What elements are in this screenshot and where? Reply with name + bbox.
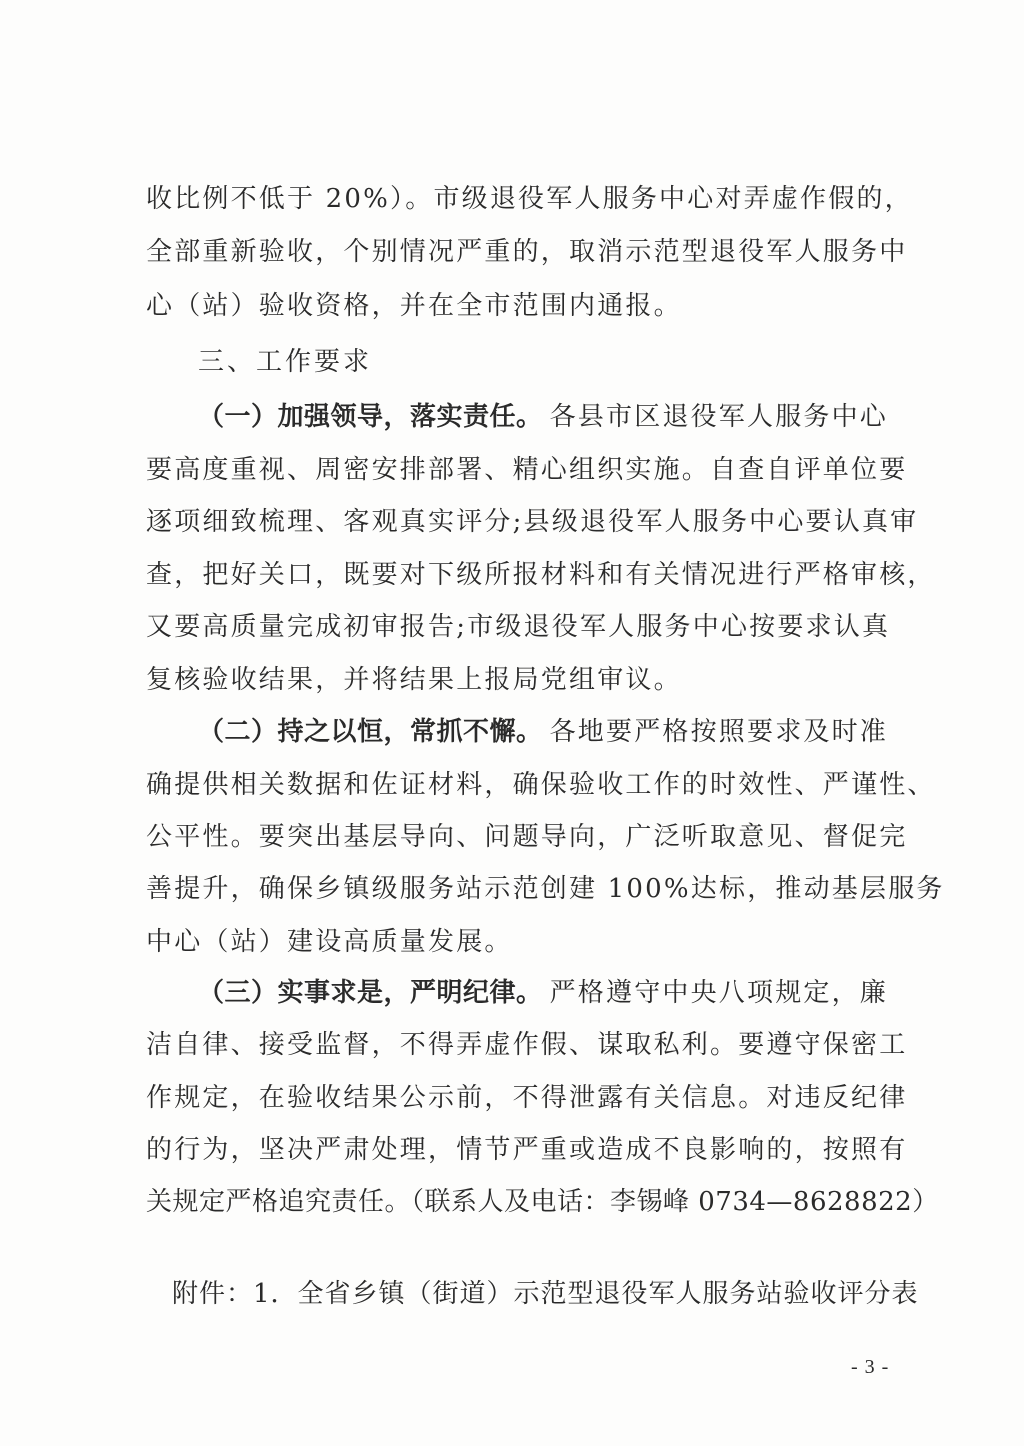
body-text-line: 全部重新验收，个别情况严重的，取消示范型退役军人服务中 (146, 237, 908, 267)
item-3-title: （三）实事求是，严明纪律。 (198, 978, 543, 1008)
page-number: - 3 - (851, 1356, 890, 1378)
item-2-first-line-text: 各地要严格按照要求及时准 (549, 717, 888, 747)
body-text-line: 关规定严格追究责任。（联系人及电话：李锡峰 0734—8628822） (146, 1187, 939, 1217)
body-text-line: 善提升，确保乡镇级服务站示范创建 100%达标，推动基层服务 (146, 874, 945, 904)
body-text-line: 心（站）验收资格，并在全市范围内通报。 (146, 291, 682, 321)
body-text-line: 逐项细致梳理、客观真实评分;县级退役军人服务中心要认真审 (146, 507, 919, 537)
section-heading: 三、工作要求 (198, 347, 373, 377)
item-1-title: （一）加强领导，落实责任。 (198, 402, 543, 432)
body-text-line: 复核验收结果，并将结果上报局党组审议。 (146, 665, 682, 695)
item-1-first-line-text: 各县市区退役军人服务中心 (549, 402, 888, 432)
body-text-line: 中心（站）建设高质量发展。 (146, 927, 513, 957)
item-2-title: （二）持之以恒，常抓不懈。 (198, 717, 543, 747)
body-text-line: 作规定，在验收结果公示前，不得泄露有关信息。对违反纪律 (146, 1083, 908, 1113)
body-text-line: 确提供相关数据和佐证材料，确保验收工作的时效性、严谨性、 (146, 770, 936, 800)
body-text-line: 收比例不低于 20%）。市级退役军人服务中心对弄虚作假的， (146, 184, 913, 214)
item-2-first-line (198, 715, 888, 749)
body-text-line: 公平性。要突出基层导向、问题导向，广泛听取意见、督促完 (146, 822, 908, 852)
item-3-first-line-text: 严格遵守中央八项规定，廉 (549, 978, 888, 1008)
body-text-line: 的行为，坚决严肃处理，情节严重或造成不良影响的，按照有 (146, 1135, 908, 1165)
body-text-line: 要高度重视、周密安排部署、精心组织实施。自查自评单位要 (146, 455, 908, 485)
body-text-line: 查，把好关口，既要对下级所报材料和有关情况进行严格审核， (146, 560, 936, 590)
attachment-line: 附件：1．全省乡镇（街道）示范型退役军人服务站验收评分表 (172, 1279, 919, 1309)
item-1-first-line (198, 400, 888, 434)
body-text-line: 洁自律、接受监督，不得弄虚作假、谋取私利。要遵守保密工 (146, 1030, 908, 1060)
item-3-first-line (198, 976, 888, 1010)
body-text-line: 又要高质量完成初审报告;市级退役军人服务中心按要求认真 (146, 612, 891, 642)
